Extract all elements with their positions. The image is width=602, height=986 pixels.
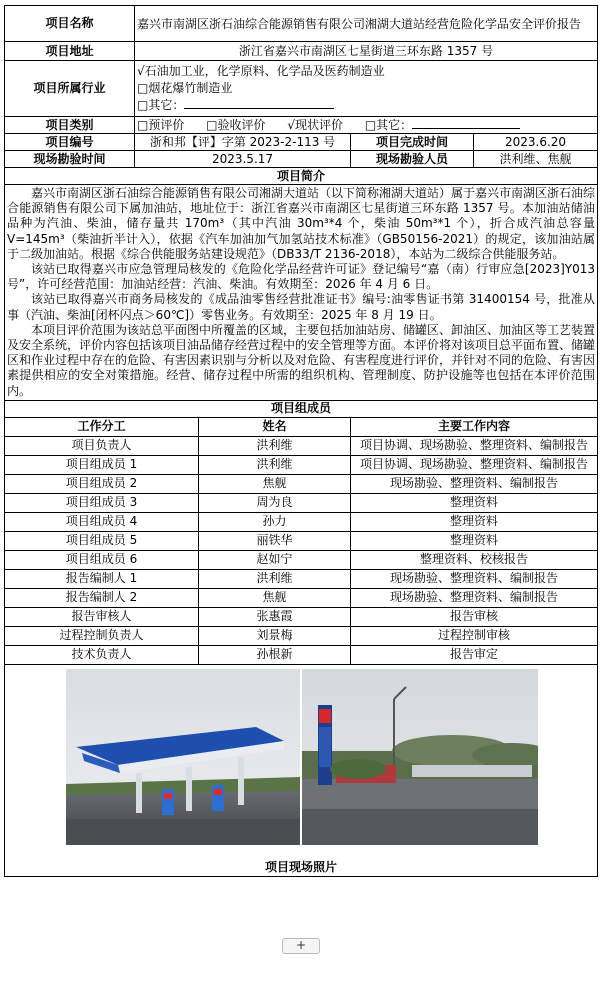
member-name: 周为良 (199, 493, 351, 512)
project-name: 嘉兴市南湖区浙石油综合能源销售有限公司湘湖大道站经营危险化学品安全评价报告 (135, 6, 598, 42)
members-col-name: 姓名 (199, 417, 351, 436)
address-label: 项目地址 (5, 42, 135, 61)
member-name: 刘景梅 (199, 626, 351, 645)
photos-cell (5, 664, 598, 860)
photos-caption: 项目现场照片 (5, 860, 598, 877)
member-row (5, 550, 598, 569)
industry-option-other: □其它： (137, 97, 595, 114)
member-work: 现场勘验、整理资料、编制报告 (351, 474, 598, 493)
survey-time-label: 现场勘验时间 (5, 151, 135, 168)
site-photo-entrance (302, 669, 538, 845)
category-other-blank (412, 117, 520, 129)
category-other: □其它： (364, 118, 413, 132)
member-role: 报告编制人 2 (5, 588, 199, 607)
member-role: 项目负责人 (5, 436, 199, 455)
member-name: 丽铁华 (199, 531, 351, 550)
member-row (5, 455, 598, 474)
completion-date: 2023.6.20 (474, 134, 598, 151)
member-name: 洪利维 (199, 455, 351, 474)
member-row (5, 474, 598, 493)
intro-paragraph: 嘉兴市南湖区浙石油综合能源销售有限公司湘湖大道站（以下简称湘湖大道站）属于嘉兴市南湖区浙石油综合能源销售有限公司下属加油站，地址位于：浙江省嘉兴市南湖区七星街道三环东路 1357 号。本加油站储油品种为汽油、柴油，储存量共 170m³（其中汽油 30m³*4 个，柴油 50m³*1 个），折合成汽油总容量 V=145m³（柴油折半计入），依据《汽车加油加气加氢站技术标准》（GB50156-2021）的规定，该加油站属于二级加油站。根据《综合供能服务站建设规范》（DB33/T 2136-2018），本站为二级综合供能服务站。 (7, 186, 596, 261)
industry-option-fireworks: □烟花爆竹制造业 (137, 81, 233, 95)
intro-title: 项目简介 (5, 168, 598, 185)
member-name: 张惠霞 (199, 607, 351, 626)
member-work: 报告审定 (351, 645, 598, 664)
category-current: √现状评价 (287, 118, 343, 132)
member-name: 洪利维 (199, 569, 351, 588)
intro-paragraph: 该站已取得嘉兴市应急管理局核发的《危险化学品经营许可证》登记编号“嘉（南）行审应急[2023]Y013 号”，许可经营范围：加油站经营：汽油、柴油。有效期至：2026 年 4 月 6 日。 (7, 262, 596, 292)
member-work: 现场勘验、整理资料、编制报告 (351, 569, 598, 588)
survey-people: 洪利维、焦舰 (474, 151, 598, 168)
member-row (5, 645, 598, 664)
member-role: 项目组成员 1 (5, 455, 199, 474)
member-name: 孙力 (199, 512, 351, 531)
member-row (5, 626, 598, 645)
industry-option-petro: √石油加工业，化学原料、化学品及医药制造业 (137, 64, 385, 78)
member-role: 项目组成员 6 (5, 550, 199, 569)
member-role: 报告编制人 1 (5, 569, 199, 588)
completion-label: 项目完成时间 (351, 134, 474, 151)
member-row (5, 493, 598, 512)
member-row (5, 569, 598, 588)
member-work: 报告审核 (351, 607, 598, 626)
member-row (5, 607, 598, 626)
project-address: 浙江省嘉兴市南湖区七星街道三环东路 1357 号 (135, 42, 598, 61)
project-number: 浙和邦【评】字第 2023-2-113 号 (135, 134, 351, 151)
report-table (4, 5, 598, 877)
intro-body (5, 185, 598, 401)
industry-other-blank (184, 97, 334, 109)
member-row (5, 512, 598, 531)
member-role: 项目组成员 5 (5, 531, 199, 550)
canopy-photo-image (66, 669, 300, 845)
industry-options (135, 61, 598, 117)
entrance-photo-image (302, 669, 538, 845)
member-work: 整理资料 (351, 512, 598, 531)
intro-paragraph: 本项目评价范围为该站总平面图中所覆盖的区域，主要包括加油站房、储罐区、卸油区、加油区等工艺装置及安全系统，评价内容包括该项目油品储存经营过程中的安全管理等方面。本评价将对该项目总平面布置、储罐区和作业过程中存在的危险、有害因素识别与分析以及对危险、有害程度进行评价，并针对不同的危险、有害因素提供相应的安全对策措施。经营、储存过程中所需的组织机构、管理制度、防护设施等也包括在本评价范围内。 (7, 322, 596, 398)
member-role: 过程控制负责人 (5, 626, 199, 645)
add-page-button[interactable]: + (282, 938, 320, 954)
member-work: 整理资料、校核报告 (351, 550, 598, 569)
intro-paragraph: 该站已取得嘉兴市商务局核发的《成品油零售经营批准证书》编号:油零售证书第 31400154 号，批准从事（汽油、柴油[闭杯闪点＞60℃]）零售业务。有效期至：2025 年 8 月 19 日。 (7, 292, 596, 322)
survey-people-label: 现场勘验人员 (351, 151, 474, 168)
member-work: 项目协调、现场勘验、整理资料、编制报告 (351, 455, 598, 474)
member-work: 项目协调、现场勘验、整理资料、编制报告 (351, 436, 598, 455)
member-name: 孙根新 (199, 645, 351, 664)
category-acceptance: □验收评价 (206, 118, 266, 132)
evaluation-report-sheet (4, 5, 597, 877)
survey-time: 2023.5.17 (135, 151, 351, 168)
member-name: 洪利维 (199, 436, 351, 455)
members-col-role: 工作分工 (5, 417, 199, 436)
member-row (5, 436, 598, 455)
industry-label: 项目所属行业 (5, 61, 135, 117)
member-role: 报告审核人 (5, 607, 199, 626)
member-work: 过程控制审核 (351, 626, 598, 645)
category-label: 项目类别 (5, 117, 135, 134)
member-role: 项目组成员 4 (5, 512, 199, 531)
number-label: 项目编号 (5, 134, 135, 151)
member-work: 整理资料 (351, 493, 598, 512)
category-options (135, 117, 598, 134)
category-pre: □预评价 (137, 118, 185, 132)
member-name: 焦舰 (199, 588, 351, 607)
member-role: 项目组成员 3 (5, 493, 199, 512)
members-col-work: 主要工作内容 (351, 417, 598, 436)
member-work: 现场勘验、整理资料、编制报告 (351, 588, 598, 607)
member-row (5, 588, 598, 607)
member-name: 赵如宁 (199, 550, 351, 569)
site-photo-canopy (66, 669, 300, 845)
member-role: 项目组成员 2 (5, 474, 199, 493)
members-title: 项目组成员 (5, 400, 598, 417)
member-name: 焦舰 (199, 474, 351, 493)
member-work: 整理资料 (351, 531, 598, 550)
member-row (5, 531, 598, 550)
member-role: 技术负责人 (5, 645, 199, 664)
project-name-label: 项目名称 (5, 6, 135, 42)
